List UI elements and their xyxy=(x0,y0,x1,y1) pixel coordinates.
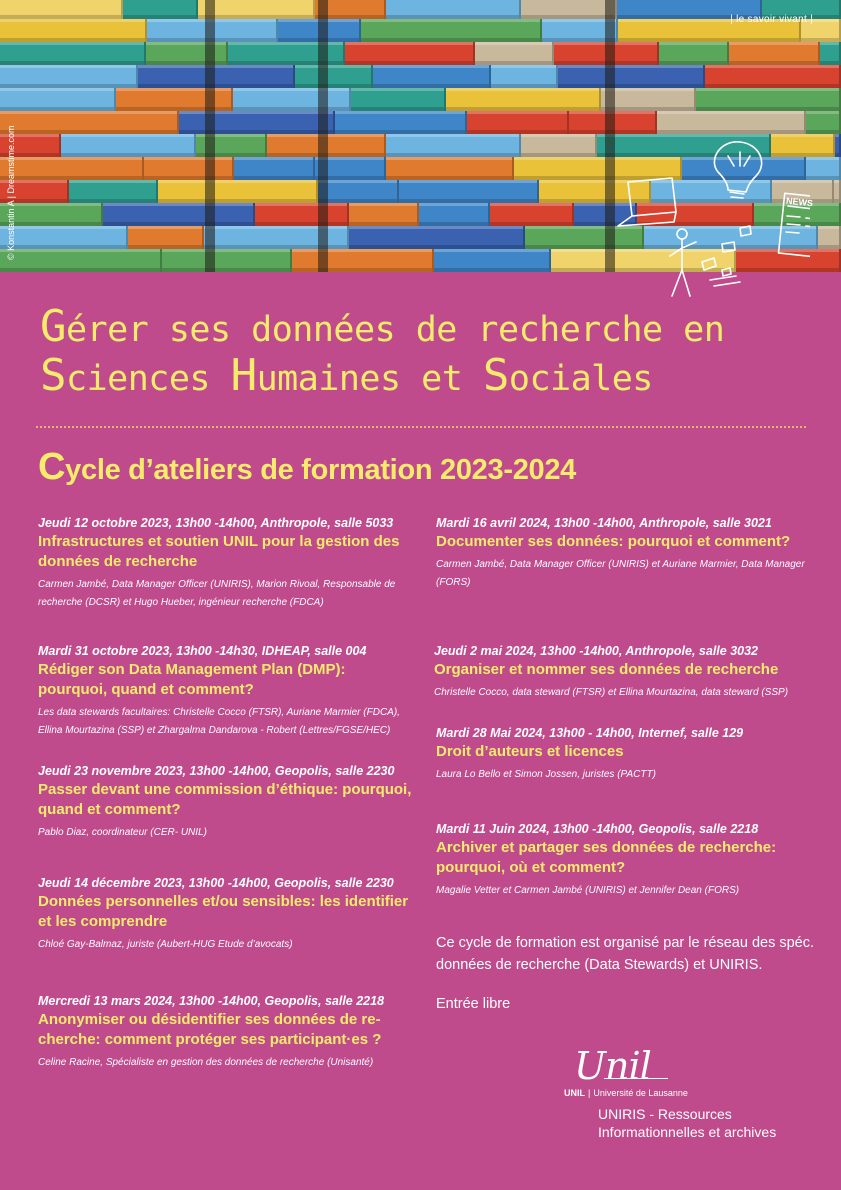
line-art-illustration xyxy=(610,130,810,305)
session-card xyxy=(436,515,808,592)
entry-note: Entrée libre xyxy=(436,996,511,1012)
session-card xyxy=(38,993,408,1072)
session-card xyxy=(38,515,404,612)
session-topic: Archiver et partager ses données de recherche: pourquoi, où et comment? xyxy=(436,839,777,876)
folder xyxy=(818,226,841,250)
folder xyxy=(419,203,490,227)
folder xyxy=(696,88,841,112)
session-card xyxy=(38,875,416,954)
folder xyxy=(179,111,335,135)
session-topic: Données personnelles et/ou sensibles: les identifier et les comprendre xyxy=(38,893,409,930)
session-topic: Droit d’auteurs et licences xyxy=(436,743,624,760)
unil-logo-script: Unil xyxy=(574,1044,651,1088)
session-speakers: Carmen Jambé, Data Manager Officer (UNIRIS), Marion Rivoal, Responsable de recherche (DCSR) et Hugo Hueber, ingénieur recherche (FDCA) xyxy=(38,579,396,608)
page-title: Gérer ses données de recherche en Sciences Humaines et Sociales xyxy=(40,301,725,401)
session-card xyxy=(38,643,418,740)
folder xyxy=(123,0,199,20)
session-topic: Anonymiser ou désidentifier ses données de re-cherche: comment protéger ses participant·es ? xyxy=(38,1011,382,1048)
folder xyxy=(521,0,617,20)
session-speakers: Pablo Diaz, coordinateur (CER- UNIL) xyxy=(38,827,207,838)
session-topic: Passer devant une commission d’éthique: pourquoi, quand et comment? xyxy=(38,781,412,818)
folder xyxy=(399,180,539,204)
folder xyxy=(820,42,841,66)
folder xyxy=(834,180,841,204)
department-name: UNIRIS - Ressources Informationnelles et archives xyxy=(598,1106,777,1140)
folder xyxy=(0,111,179,135)
session-date: Jeudi 12 octobre 2023, 13h00 -14h00, Anthropole, salle 5033 xyxy=(38,516,394,530)
folder-row xyxy=(0,19,841,43)
folder xyxy=(345,42,475,66)
session-date: Mardi 31 octobre 2023, 13h00 -14h30, IDHEAP, salle 004 xyxy=(38,644,367,658)
folder xyxy=(138,65,295,89)
session-speakers: Celine Racine, Spécialiste en gestion des données de recherche (Unisanté) xyxy=(38,1057,374,1068)
folder xyxy=(0,65,138,89)
folder xyxy=(705,65,841,89)
session-date: Mercredi 13 mars 2024, 13h00 -14h00, Geopolis, salle 2218 xyxy=(38,994,385,1008)
folder xyxy=(729,42,820,66)
folder xyxy=(361,19,542,43)
folder xyxy=(318,180,399,204)
folder xyxy=(0,42,146,66)
logo-university-line: UNIL | Université de Lausanne xyxy=(564,1088,688,1098)
folder xyxy=(255,203,349,227)
folder xyxy=(198,0,315,20)
folder xyxy=(446,88,601,112)
folder xyxy=(386,157,515,181)
folder xyxy=(659,42,730,66)
session-card xyxy=(38,763,416,842)
folder-row xyxy=(0,88,841,112)
folder xyxy=(373,65,491,89)
news-label: NEWS xyxy=(785,195,814,209)
folder xyxy=(69,180,158,204)
tagline: | le savoir vivant | xyxy=(730,14,813,25)
session-date: Jeudi 14 décembre 2023, 13h00 -14h00, Geopolis, salle 2230 xyxy=(38,876,394,890)
session-card xyxy=(436,821,816,900)
folder xyxy=(0,249,162,272)
folder xyxy=(335,111,467,135)
session-speakers: Magalie Vetter et Carmen Jambé (UNIRIS) et Jennifer Dean (FORS) xyxy=(436,885,740,896)
folder xyxy=(162,249,292,272)
folder xyxy=(434,249,551,272)
folder xyxy=(475,42,554,66)
folder xyxy=(558,65,706,89)
folder xyxy=(0,157,144,181)
dotted-divider xyxy=(36,426,806,428)
session-date: Mardi 28 Mai 2024, 13h00 - 14h00, Internef, salle 129 xyxy=(436,726,744,740)
session-topic: Organiser et nommer ses données de recherche xyxy=(434,661,779,678)
session-date: Jeudi 2 mai 2024, 13h00 -14h00, Anthropole, salle 3032 xyxy=(434,644,758,658)
folder-row xyxy=(0,0,841,20)
folder xyxy=(806,157,841,181)
folder xyxy=(0,19,147,43)
session-speakers: Christelle Cocco, data steward (FTSR) et Ellina Mourtazina, data steward (SSP) xyxy=(434,687,789,698)
folder xyxy=(146,42,228,66)
folder xyxy=(234,157,315,181)
subtitle: Cycle d’ateliers de formation 2023-2024 xyxy=(38,446,577,488)
session-card xyxy=(436,725,816,784)
organizer-info: Ce cycle de formation est organisé par le réseau des spéc. données de recherche (Data Stewards) et UNIRIS. xyxy=(436,935,815,973)
folder xyxy=(158,180,319,204)
folder xyxy=(295,65,373,89)
session-date: Mardi 11 Juin 2024, 13h00 -14h00, Geopolis, salle 2218 xyxy=(436,822,759,836)
photo-credit: © Konstantin A | Dreamstime.com xyxy=(6,125,16,260)
folder-row xyxy=(0,42,841,66)
folder xyxy=(233,88,351,112)
folder xyxy=(467,111,569,135)
logo-underline xyxy=(604,1078,668,1079)
folder xyxy=(61,134,196,158)
folder xyxy=(116,88,233,112)
folder xyxy=(521,134,597,158)
folder xyxy=(490,203,574,227)
folder xyxy=(491,65,558,89)
unil-logo xyxy=(560,1044,820,1144)
folder xyxy=(349,203,420,227)
folder xyxy=(601,88,696,112)
folder xyxy=(386,134,521,158)
session-date: Mardi 16 avril 2024, 13h00 -14h00, Anthropole, salle 3021 xyxy=(436,516,772,530)
session-speakers: Les data stewards facultaires: Christelle Cocco (FTSR), Auriane Marmier (FDCA), Ellina Mourtazina (SSP) et Zhargalma Dandarova - Robert (Lettres/FGSE/HEC) xyxy=(38,707,400,736)
folder xyxy=(386,0,521,20)
stack-gap xyxy=(318,0,328,272)
session-topic: Documenter ses données: pourquoi et comment? xyxy=(436,533,791,550)
folder xyxy=(292,249,434,272)
folder xyxy=(144,157,233,181)
folder xyxy=(349,226,525,250)
folder-row xyxy=(0,65,841,89)
folder xyxy=(0,0,123,20)
stack-gap xyxy=(205,0,215,272)
folder xyxy=(103,203,255,227)
folder xyxy=(806,111,841,135)
session-card xyxy=(434,643,814,702)
session-speakers: Laura Lo Bello et Simon Jossen, juristes (PACTT) xyxy=(436,769,656,780)
session-topic: Infrastructures et soutien UNIL pour la gestion des données de recherche xyxy=(38,533,400,570)
folder xyxy=(835,134,841,158)
folder xyxy=(128,226,204,250)
folder xyxy=(351,88,445,112)
session-speakers: Chloé Gay-Balmaz, juriste (Aubert-HUG Etude d’avocats) xyxy=(38,939,293,950)
session-speakers: Carmen Jambé, Data Manager Officer (UNIRIS) et Auriane Marmier, Data Manager (FORS) xyxy=(436,559,805,588)
session-date: Jeudi 23 novembre 2023, 13h00 -14h00, Geopolis, salle 2230 xyxy=(38,764,395,778)
session-topic: Rédiger son Data Management Plan (DMP): pourquoi, quand et comment? xyxy=(38,661,346,698)
